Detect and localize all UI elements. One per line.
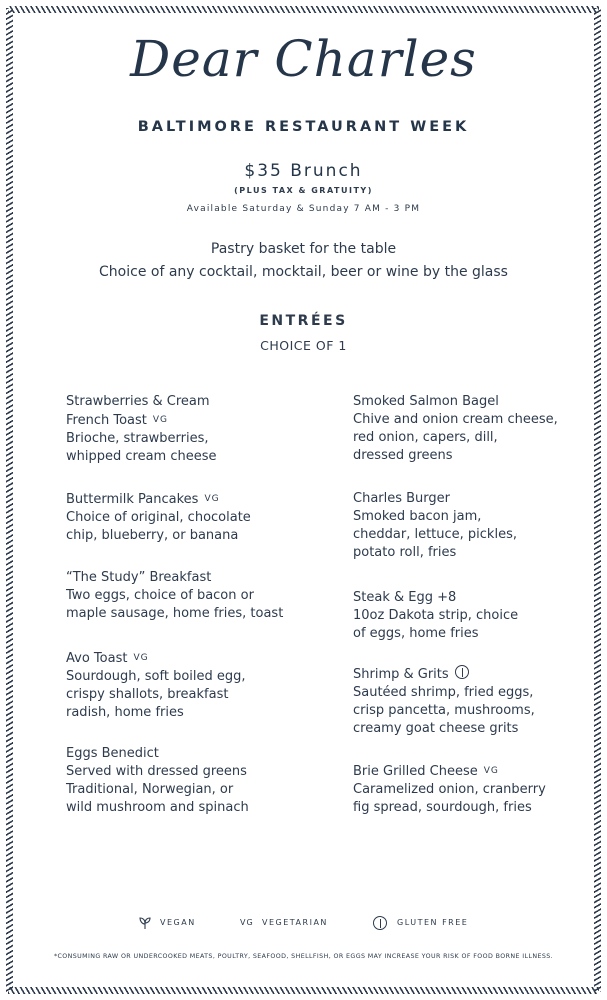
- item-desc: chip, blueberry, or banana: [66, 528, 239, 543]
- item-desc: 10oz Dakota strip, choice: [353, 608, 519, 623]
- item-desc: Served with dressed greens: [66, 764, 247, 779]
- menu-item-shrimp-grits: [353, 665, 563, 738]
- item-desc: Two eggs, choice of bacon or: [66, 588, 254, 603]
- item-desc: red onion, capers, dill,: [353, 430, 498, 445]
- price-heading: $35 Brunch: [244, 161, 363, 181]
- section-title: ENTRÉES: [259, 313, 348, 329]
- item-name: Steak & Egg +8: [353, 590, 457, 605]
- border-top: [8, 6, 599, 13]
- item-desc: Smoked bacon jam,: [353, 509, 482, 524]
- item-desc: radish, home fries: [66, 705, 184, 720]
- item-name: Smoked Salmon Bagel: [353, 394, 499, 409]
- item-name: Shrimp & Grits: [353, 665, 563, 684]
- section-subtitle: CHOICE OF 1: [260, 338, 347, 353]
- intro-drink: Choice of any cocktail, mocktail, beer or wine by the glass: [99, 264, 508, 280]
- border-bottom: [8, 987, 599, 994]
- availability-note: Available Saturday & Sunday 7 AM - 3 PM: [186, 204, 421, 214]
- item-desc: Brioche, strawberries,: [66, 431, 209, 446]
- item-name: Strawberries & Cream: [66, 394, 210, 409]
- item-desc: potato roll, fries: [353, 545, 457, 560]
- menu-item-avo-toast: [66, 649, 316, 722]
- vegetarian-tag: VG: [152, 415, 169, 425]
- menu-item-strawberries-cream: [66, 393, 316, 466]
- menu-item-study-breakfast: [66, 569, 316, 623]
- item-name: Avo Toast VG: [66, 651, 149, 666]
- vegetarian-tag: VG: [133, 653, 149, 663]
- border-left: [6, 8, 13, 992]
- item-desc: wild mushroom and spinach: [66, 800, 249, 815]
- menu-item-eggs-benedict: [66, 745, 316, 817]
- item-desc: Chive and onion cream cheese,: [353, 412, 558, 427]
- menu-item-steak-egg: [353, 589, 563, 643]
- border-right: [594, 8, 601, 992]
- item-name: “The Study” Breakfast: [66, 570, 212, 585]
- item-desc: dressed greens: [353, 448, 453, 463]
- legend-vegetarian-label: VEGETARIAN: [262, 918, 328, 927]
- vegetarian-tag: VG: [483, 766, 499, 776]
- event-title: BALTIMORE RESTAURANT WEEK: [137, 119, 470, 135]
- vegetarian-tag: VG: [204, 494, 220, 504]
- item-desc: Caramelized onion, cranberry: [353, 782, 546, 797]
- item-desc: of eggs, home fries: [353, 626, 479, 641]
- vegan-leaf-icon: [139, 916, 151, 930]
- intro-pastry: Pastry basket for the table: [210, 241, 397, 257]
- legend-gluten-free-label: GLUTEN FREE: [397, 918, 469, 927]
- tax-note: (PLUS TAX & GRATUITY): [234, 186, 373, 195]
- item-desc: crispy shallots, breakfast: [66, 687, 229, 702]
- item-desc: whipped cream cheese: [66, 449, 217, 464]
- item-name: Eggs Benedict: [66, 746, 159, 761]
- item-desc: Traditional, Norwegian, or: [66, 782, 234, 797]
- item-name: Brie Grilled Cheese VG: [353, 764, 499, 779]
- gluten-free-icon: [373, 916, 387, 930]
- item-desc: Sourdough, soft boiled egg,: [66, 669, 246, 684]
- item-desc: fig spread, sourdough, fries: [353, 800, 532, 815]
- item-desc: Choice of original, chocolate: [66, 510, 251, 525]
- menu-item-charles-burger: [353, 490, 563, 562]
- item-name: Buttermilk Pancakes VG: [66, 492, 220, 507]
- item-desc: cheddar, lettuce, pickles,: [353, 527, 517, 542]
- menu-item-brie-grilled-cheese: [353, 762, 563, 817]
- item-desc: French Toast VG: [66, 413, 169, 428]
- food-safety-disclaimer: *CONSUMING RAW OR UNDERCOOKED MEATS, POULTRY, SEAFOOD, SHELLFISH, OR EGGS MAY INCREASE YOUR RISK OF FOOD BORNE ILLNESS.: [53, 953, 554, 960]
- restaurant-logo: Dear Charles: [130, 30, 477, 88]
- menu-item-smoked-salmon-bagel: [353, 393, 563, 465]
- item-name: Charles Burger: [353, 491, 451, 506]
- item-desc: maple sausage, home fries, toast: [66, 606, 284, 621]
- dietary-legend: [0, 914, 607, 932]
- legend-vegan-label: VEGAN: [160, 918, 196, 927]
- item-desc: Sautéed shrimp, fried eggs,: [353, 685, 534, 700]
- item-desc: crisp pancetta, mushrooms,: [353, 703, 535, 718]
- item-desc: creamy goat cheese grits: [353, 721, 519, 736]
- legend-vg-mark: VG: [240, 918, 254, 927]
- menu-item-buttermilk-pancakes: [66, 490, 316, 545]
- gluten-free-icon: [455, 665, 469, 679]
